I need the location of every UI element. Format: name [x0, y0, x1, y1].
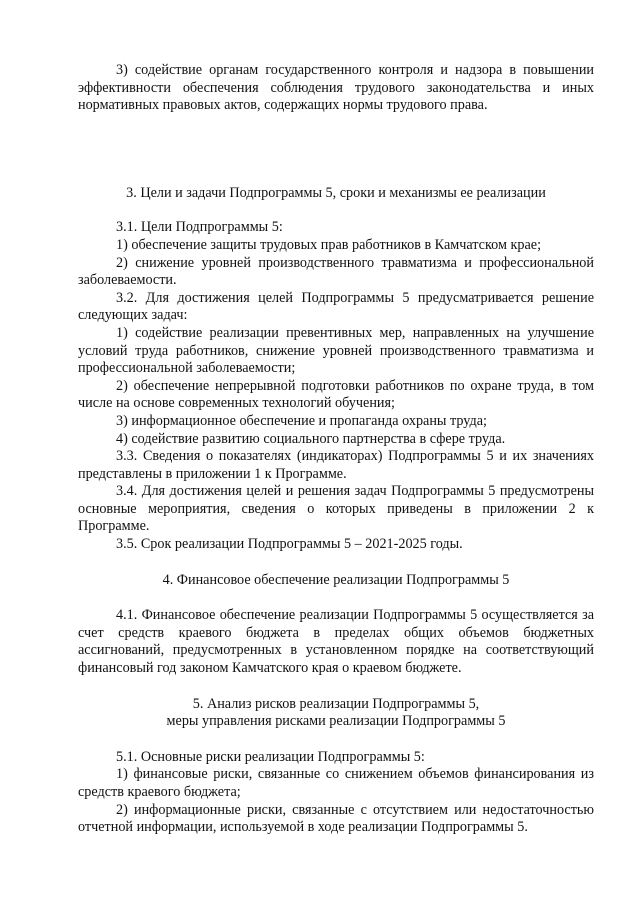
section-4-paragraph: 4.1. Финансовое обеспечение реализации Подпрограммы 5 осуществляется за счет средств краевого бюджета в пределах общих объемов бюджетных ассигнований, предусмотренных в установленном порядке на соответствующий финансовый год законом Камчатского края о краевом бюджете. [78, 607, 594, 677]
section-3-paragraph: 3.3. Сведения о показателях (индикаторах) Подпрограммы 5 и их значениях представлены в приложении 1 к Программе. [78, 448, 594, 482]
section-5-paragraph: 2) информационные риски, связанные с отсутствием или недостаточностью отчетной информации, используемой в ходе реализации Подпрограммы 5. [78, 801, 594, 836]
section-3-paragraph: 3.1. Цели Подпрограммы 5: [116, 219, 283, 236]
section-3-heading: 3. Цели и задачи Подпрограммы 5, сроки и механизмы ее реализации [126, 184, 546, 201]
section-3-paragraph: 1) обеспечение защиты трудовых прав работников в Камчатском крае; [116, 236, 542, 253]
section-3-paragraph: 3) информационное обеспечение и пропаганда охраны труда; [116, 412, 487, 429]
section-3-paragraph: 3.2. Для достижения целей Подпрограммы 5 предусматривается решение следующих задач: [78, 289, 594, 324]
intro-paragraph: 3) содействие органам государственного контроля и надзора в повышении эффективности обеспечения соблюдения трудового законодательства и иных нормативных правовых актов, содержащих нормы трудового права. [78, 62, 594, 114]
spacer [78, 678, 594, 696]
section-3-paragraph: 3.4. Для достижения целей и решения задач Подпрограммы 5 предусмотрены основные мероприятия, сведения о которых приведены в приложении 2 к Программе. [78, 483, 594, 535]
section-3-paragraph: 2) обеспечение непрерывной подготовки работников по охране труда, в том числе на основе современных технологий обучения; [78, 377, 594, 412]
section-3-paragraph: 2) снижение уровней производственного травматизма и профессиональной заболеваемости. [78, 254, 594, 289]
document-page [78, 62, 594, 837]
section-5-heading-line-1: 5. Анализ рисков реализации Подпрограммы 5, [192, 695, 480, 712]
section-5-paragraph: 1) финансовые риски, связанные со снижением объемов финансирования из средств краевого бюджета; [78, 766, 594, 800]
spacer [78, 589, 594, 607]
section-3-paragraph: 4) содействие развитию социального партнерства в сфере труда. [116, 430, 506, 447]
section-4-heading: 4. Финансовое обеспечение реализации Подпрограммы 5 [162, 571, 510, 588]
spacer [78, 731, 594, 749]
section-3-paragraph: 3.5. Срок реализации Подпрограммы 5 – 2021-2025 годы. [116, 536, 463, 553]
section-5-heading-line-2: меры управления рисками реализации Подпрограммы 5 [166, 713, 506, 730]
spacer [78, 202, 594, 219]
section-3-paragraph: 1) содействие реализации превентивных мер, направленных на улучшение условий труда работников, снижение уровней производственного травматизма и профессиональной заболеваемости; [78, 324, 594, 377]
spacer [78, 554, 594, 572]
spacer [78, 115, 594, 185]
section-5-paragraph: 5.1. Основные риски реализации Подпрограммы 5: [116, 748, 425, 765]
